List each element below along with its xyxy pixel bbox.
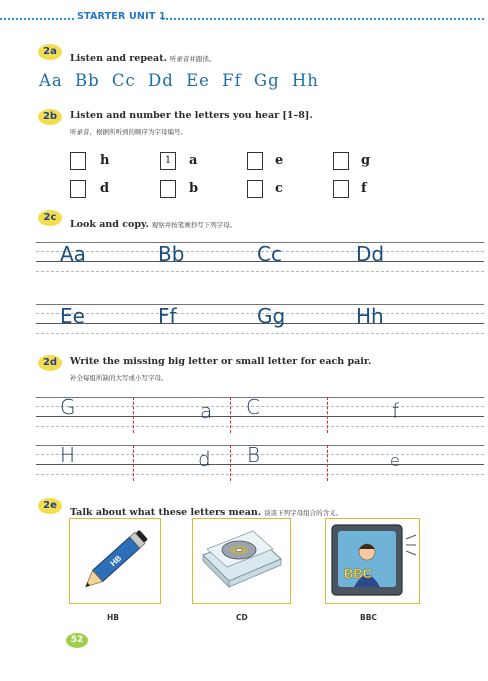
instruction-2d-en: Write the missing big letter or small letter for each pair.: [70, 356, 372, 367]
instruction-2e-cn: 谈谈下列字母组合的含义。: [264, 509, 343, 517]
box-letter-f: f: [361, 181, 367, 196]
caption-cd: CD: [236, 613, 248, 622]
separator-r2-2: [230, 445, 231, 481]
instruction-2a-cn: 听录音并跟读。: [169, 55, 216, 63]
box-letter-b: b: [189, 181, 199, 196]
box-letter-d: d: [100, 181, 110, 196]
badge-2e: 2e: [38, 498, 62, 514]
screen-bbc-text: BBC: [344, 566, 373, 581]
separator-r1-3: [327, 397, 328, 433]
number-box-d[interactable]: [70, 180, 86, 198]
number-box-f[interactable]: [333, 180, 349, 198]
letter-B: B: [247, 443, 261, 467]
pencil-hb-text: HB: [108, 553, 124, 569]
copy-pair-aa: Aa: [60, 242, 86, 266]
box-letter-g: g: [361, 153, 371, 168]
letter-G: G: [60, 395, 76, 419]
caption-bbc: BBC: [360, 613, 377, 622]
picture-hb-pencil: [69, 518, 161, 604]
copy-pair-gg: Gg: [257, 304, 286, 328]
box-letter-h: h: [100, 153, 110, 168]
instruction-2e: [70, 500, 342, 519]
box-letter-e: e: [275, 153, 284, 168]
copy-pair-hh: Hh: [356, 304, 384, 328]
instruction-2c: [70, 212, 236, 231]
number-box-e[interactable]: [247, 152, 263, 170]
copy-pair-ff: Ff: [158, 304, 177, 328]
instruction-2c-cn: 观察并按笔画抄写下列字母。: [151, 221, 237, 229]
separator-r1-1: [133, 397, 134, 433]
separator-r1-2: [230, 397, 231, 433]
letter-e: e: [390, 451, 400, 470]
number-box-c[interactable]: [247, 180, 263, 198]
instruction-2d-cn: 补全每组所缺的大写或小写字母。: [70, 374, 168, 382]
television-icon: [326, 519, 419, 603]
copy-pair-dd: Dd: [356, 242, 385, 266]
alphabet-row: Aa Bb Cc Dd Ee Ff Gg Hh: [39, 71, 319, 90]
instruction-2b-cn: 听录音，根据所听到的顺序为字母编号。: [70, 128, 187, 136]
badge-2d: 2d: [38, 355, 62, 371]
number-box-h[interactable]: [70, 152, 86, 170]
picture-bbc-tv: [325, 518, 420, 604]
instruction-2b-en: Listen and number the letters you hear [1–8].: [70, 110, 313, 121]
badge-2a: 2a: [38, 44, 62, 60]
number-box-g[interactable]: [333, 152, 349, 170]
instruction-2a: [70, 46, 215, 65]
picture-cd: [192, 518, 291, 604]
writing-lines-2d-row1[interactable]: [36, 397, 484, 437]
letter-a: a: [200, 399, 213, 423]
instruction-2c-en: Look and copy.: [70, 219, 149, 230]
instruction-2a-en: Listen and repeat.: [70, 53, 167, 64]
separator-r2-3: [327, 445, 328, 481]
badge-2b: 2b: [38, 109, 62, 125]
box-letter-a: a: [189, 153, 198, 168]
copy-pair-ee: Ee: [60, 304, 85, 328]
header-dots-left: [0, 18, 74, 20]
number-box-a[interactable]: 1: [160, 152, 176, 170]
number-box-b[interactable]: [160, 180, 176, 198]
letter-d: d: [198, 447, 211, 471]
header-dots-right: [162, 18, 484, 20]
letter-H: H: [60, 443, 76, 467]
separator-r2-1: [133, 445, 134, 481]
instruction-2e-en: Talk about what these letters mean.: [70, 507, 262, 518]
caption-hb: HB: [107, 613, 119, 622]
box-letter-c: c: [275, 181, 283, 196]
copy-pair-cc: Cc: [257, 242, 282, 266]
unit-title: STARTER UNIT 1: [77, 11, 166, 22]
copy-pair-bb: Bb: [158, 242, 185, 266]
letter-C: C: [246, 395, 260, 419]
letter-f: f: [392, 399, 400, 423]
cd-case-icon: [193, 519, 290, 603]
page-number: 52: [66, 633, 88, 648]
badge-2c: 2c: [38, 210, 62, 226]
pencil-icon: [70, 519, 160, 603]
